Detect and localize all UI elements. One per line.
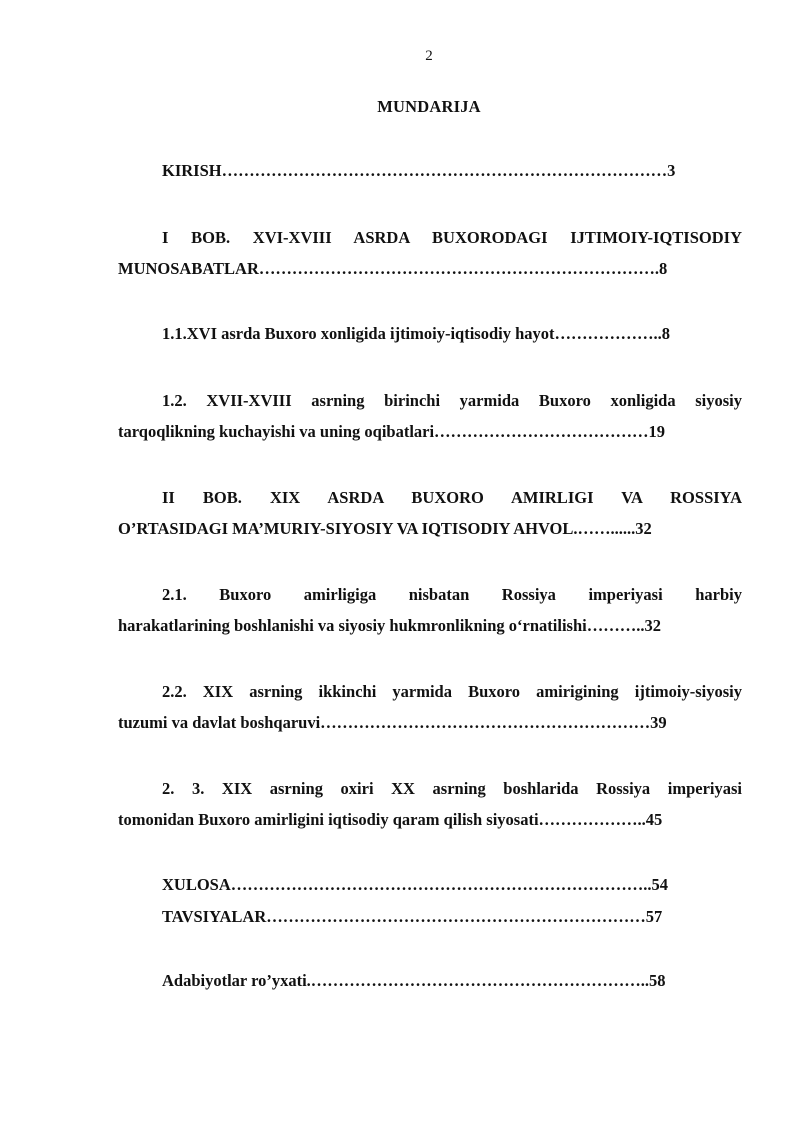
- toc-entry-chapter-1: [118, 222, 742, 284]
- toc-entry-text: XULOSA…………………………………………………………………..54: [162, 875, 669, 894]
- toc-entry-section-1-1: [162, 318, 742, 349]
- toc-entry-line-1: I BOB. XVI-XVIII ASRDA BUXORODAGI IJTIMOIY-IQTISODIY: [162, 228, 742, 247]
- toc-entry-text: Adabiyotlar ro’yxati.……………………………………………………..58: [162, 971, 666, 990]
- toc-entry-line-1: 2. 3. XIX asrning oxiri XX asrning boshlarida Rossiya imperiyasi: [162, 779, 742, 798]
- toc-entry-text: TAVSIYALAR……………………………………………………………57: [162, 907, 663, 926]
- toc-entry-section-2-1: [118, 579, 742, 641]
- toc-entry-line-2: tuzumi va davlat boshqaruvi……………………………………………………39: [118, 713, 667, 732]
- toc-entry-line-1: II BOB. XIX ASRDA BUXORO AMIRLIGI VA ROSSIYA: [162, 488, 742, 507]
- page-title: MUNDARIJA: [377, 97, 481, 116]
- page-number: 2: [425, 48, 433, 64]
- toc-entry-section-2-2: [118, 676, 742, 738]
- toc-entry-xulosa: [162, 869, 742, 900]
- toc-entry-text: 1.1.XVI asrda Buxoro xonligida ijtimoiy-iqtisodiy hayot………………..8: [162, 324, 671, 343]
- toc-entry-section-1-2: [118, 385, 742, 447]
- toc-entry-section-2-3: [118, 773, 742, 835]
- toc-entry-line-1: 1.2. XVII-XVIII asrning birinchi yarmida Buxoro xonligida siyosiy: [162, 391, 742, 410]
- toc-entry-chapter-2: [118, 482, 742, 544]
- toc-entry-line-2: O’RTASIDAGI MA’MURIY-SIYOSIY VA IQTISODIY AHVOL.……......32: [118, 519, 652, 538]
- toc-entry-kirish: [162, 155, 742, 186]
- toc-entry-line-1: 2.2. XIX asrning ikkinchi yarmida Buxoro amirigining ijtimoiy-siyosiy: [162, 682, 742, 701]
- toc-entry-line-2: MUNOSABATLAR……………………………………………………………….8: [118, 259, 668, 278]
- toc-entry-text: KIRISH………………………………………………………………………3: [162, 161, 676, 180]
- toc-entry-line-2: tomonidan Buxoro amirligini iqtisodiy qaram qilish siyosati………………..45: [118, 810, 663, 829]
- toc-entry-adabiyotlar: [162, 965, 742, 996]
- toc-entry-tavsiyalar: [162, 901, 742, 932]
- toc-entry-line-2: harakatlarining boshlanishi va siyosiy hukmronlikning o‘rnatilishi………..32: [118, 616, 661, 635]
- toc-entry-line-2: tarqoqlikning kuchayishi va uning oqibatlari…………………………………19: [118, 422, 666, 441]
- toc-entry-line-1: 2.1. Buxoro amirligiga nisbatan Rossiya imperiyasi harbiy: [162, 585, 742, 604]
